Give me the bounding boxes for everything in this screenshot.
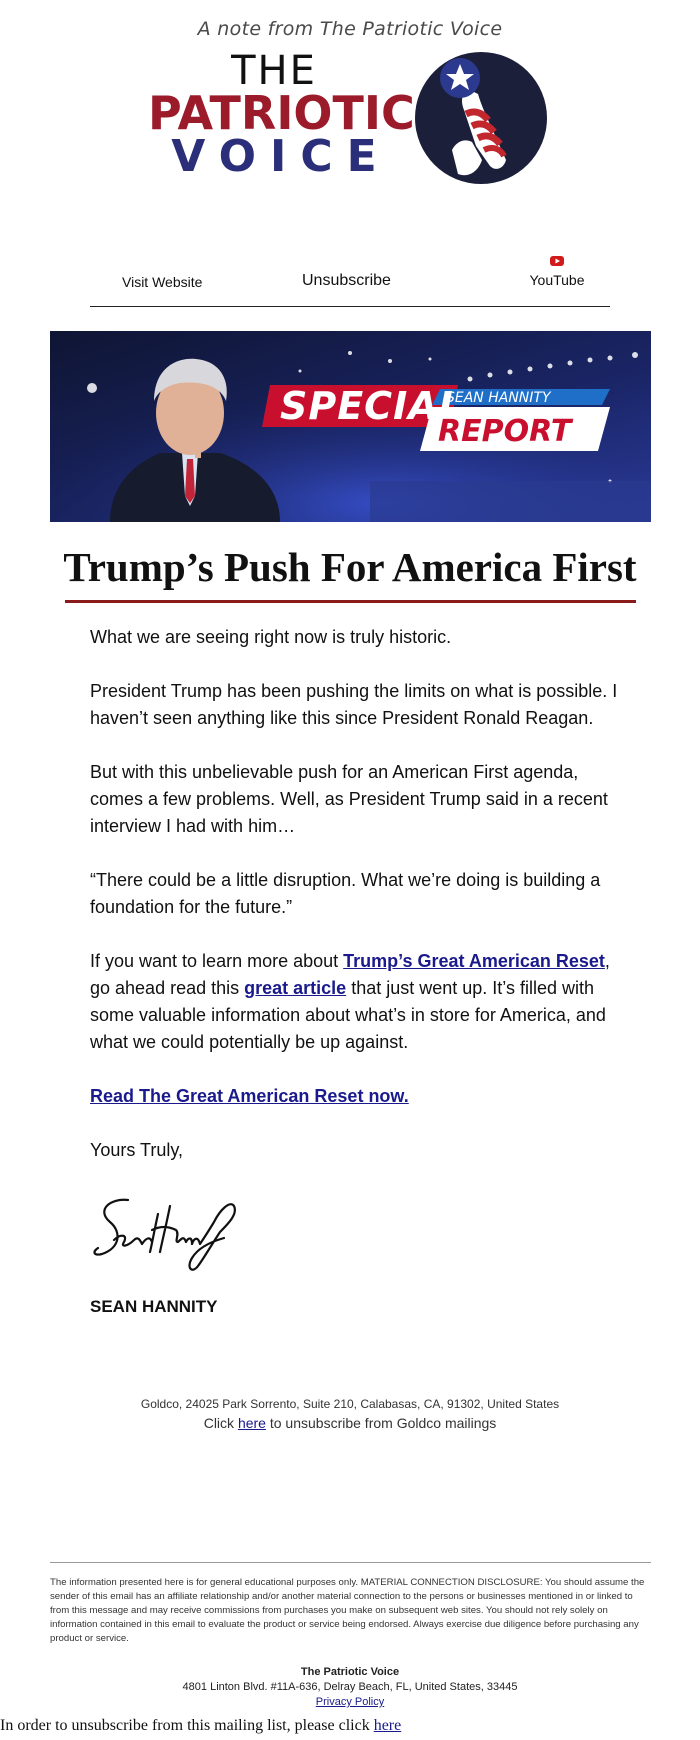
headline-divider [65,600,636,603]
banner-special-text: SPECIAL [280,384,464,428]
read-reset-cta-link[interactable]: Read The Great American Reset now. [90,1086,409,1106]
privacy-policy [0,1696,700,1708]
logo-line-patriotic: PATRIOTIC [148,86,415,140]
cta [90,1083,620,1110]
p5-text-b: , go ahead read this [90,951,610,998]
article-headline: Trump’s Push For America First [63,544,637,590]
p5-text-a: If you want to learn more about [90,951,344,971]
great-article-link[interactable]: great article [244,978,347,998]
list-unsubscribe-link[interactable]: here [373,1717,402,1734]
list-unsub-text: In order to unsubscribe from this mailing list, please click [0,1717,374,1734]
publisher-name: The Patriotic Voice [300,1666,400,1678]
special-report-banner[interactable] [50,331,651,522]
unsub-prefix: Click [203,1415,238,1431]
banner-report-text: REPORT [438,414,572,449]
youtube-label: YouTube [529,272,585,288]
header-nav [90,258,610,307]
youtube-link[interactable] [507,256,607,288]
closing: Yours Truly, [90,1140,184,1160]
logo-line-the: THE [231,48,317,94]
banner-name-text: SEAN HANNITY [446,390,551,406]
goldco-unsubscribe-line [0,1415,700,1431]
logo-line-voice: VOICE [171,131,391,182]
publisher-address: 4801 Linton Blvd. #11A-636, Delray Beach, FL, United States, 33445 [182,1681,518,1693]
paragraph-3: But with this unbelievable push for an American First agenda, comes a few problems. Well, as President Trump said in a recent interview I had with him… [90,762,608,836]
footer-divider [50,1562,651,1563]
unsubscribe-link[interactable]: Unsubscribe [302,272,391,289]
patriotic-microphone-badge-icon[interactable] [412,50,550,186]
brand-logo-text[interactable] [148,48,415,182]
disclosure-text: The information presented here is for general educational purposes only. MATERIAL CONNECTION DISCLOSURE: You should assume the sender of this email has an affiliate relationship and/or another material connection to the persons or businesses mentioned in or linked to from this message and may receive commissions from purchases you make on subsequent web sites. You should not rely solely on information contained in this email to evaluate the product or service being endorsed. Always exercise due diligence before purchasing any product or service. [50,1577,645,1644]
header-tagline: A note from The Patriotic Voice [197,18,503,40]
paragraph-2: President Trump has been pushing the limits on what is possible. I haven’t seen anything like this since President Ronald Reagan. [90,681,618,728]
p5-text-c: that just went up. It’s filled with some valuable information about what’s in store for America, and what we could potentially be up against. [90,978,606,1052]
great-american-reset-link[interactable]: Trump’s Great American Reset [343,951,605,971]
visit-website-link[interactable]: Visit Website [122,274,203,290]
privacy-policy-link[interactable]: Privacy Policy [315,1696,385,1708]
list-unsubscribe-line [0,1717,401,1735]
signer-name: SEAN HANNITY [90,1297,218,1316]
unsub-suffix: to unsubscribe from Goldco mailings [265,1415,497,1431]
youtube-play-icon [550,256,564,266]
paragraph-5 [90,948,620,1056]
goldco-unsubscribe-link[interactable]: here [237,1415,266,1431]
paragraph-1: What we are seeing right now is truly historic. [90,627,452,647]
sender-address: Goldco, 24025 Park Sorrento, Suite 210, Calabasas, CA, 91302, United States [140,1397,560,1411]
signature-image [88,1192,248,1274]
paragraph-quote: “There could be a little disruption. What we’re doing is building a foundation for the future.” [90,870,601,917]
